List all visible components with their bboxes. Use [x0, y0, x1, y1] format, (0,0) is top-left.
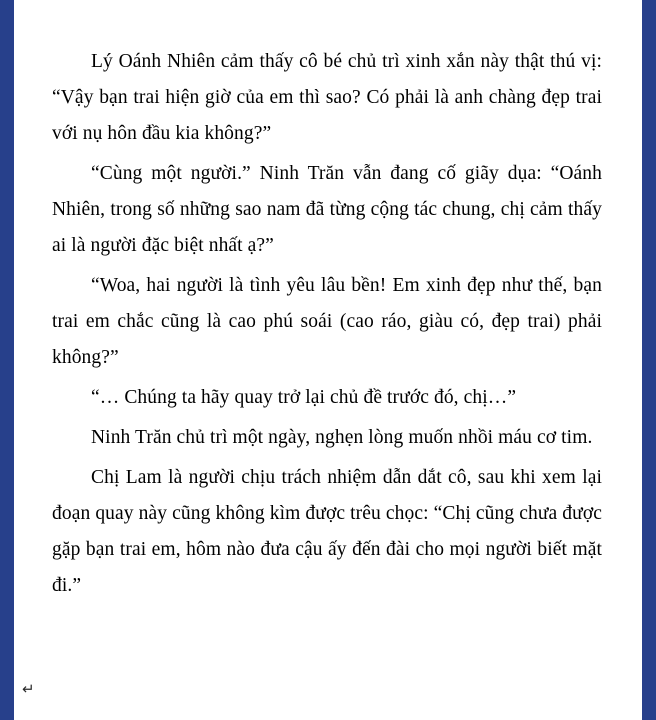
paragraph: Ninh Trăn chủ trì một ngày, nghẹn lòng muốn nhồi máu cơ tim. [91, 427, 593, 448]
document-text-body [52, 44, 602, 604]
paragraph: “Woa, hai người là tình yêu lâu bền! Em xinh đẹp như thế, bạn trai em chắc cũng là cao phú soái (cao ráo, giàu có, đẹp trai) phải không?” [52, 275, 602, 368]
page-margin-left [0, 0, 14, 720]
paragraph-mark-icon: ↵ [22, 681, 35, 698]
paragraph: Lý Oánh Nhiên cảm thấy cô bé chủ trì xinh xắn này thật thú vị: “Vậy bạn trai hiện giờ của em thì sao? Có phải là anh chàng đẹp trai với nụ hôn đầu kia không?” [52, 51, 602, 144]
page-margin-right [642, 0, 656, 720]
paragraph: “Cùng một người.” Ninh Trăn vẫn đang cố giãy dụa: “Oánh Nhiên, trong số những sao nam đã từng cộng tác chung, chị cảm thấy ai là người đặc biệt nhất ạ?” [52, 163, 602, 256]
paragraph: “… Chúng ta hãy quay trở lại chủ đề trước đó, chị…” [91, 387, 517, 408]
paragraph: Chị Lam là người chịu trách nhiệm dẫn dắt cô, sau khi xem lại đoạn quay này cũng không kìm được trêu chọc: “Chị cũng chưa được gặp bạn trai em, hôm nào đưa cậu ấy đến đài cho mọi người biết mặt đi.” [52, 467, 602, 596]
document-page [14, 0, 642, 720]
